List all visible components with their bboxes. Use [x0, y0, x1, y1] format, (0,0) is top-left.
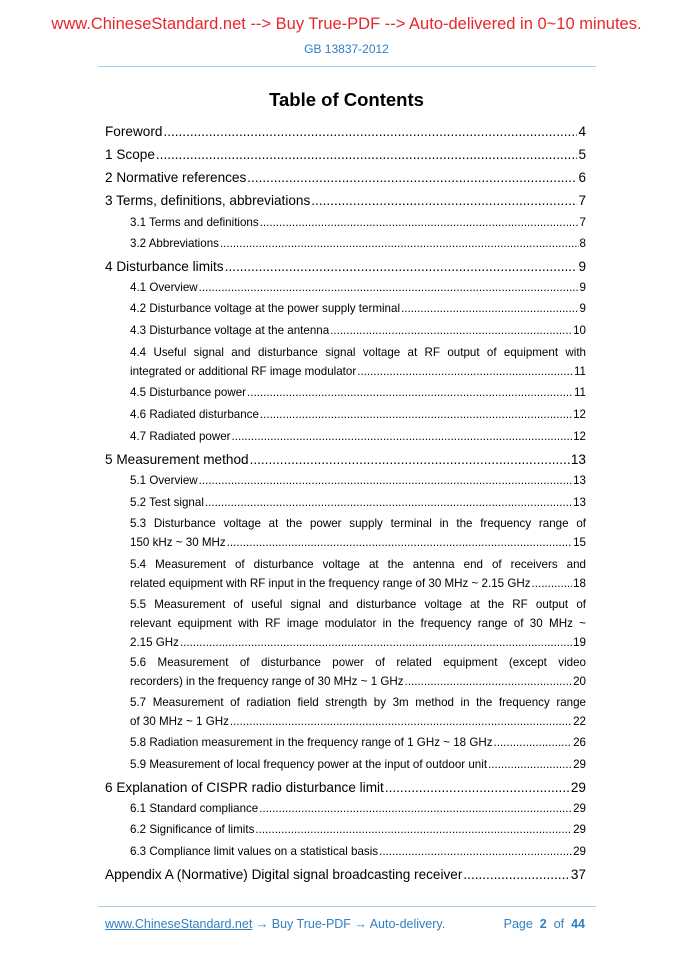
- dot-leader: [247, 383, 573, 402]
- promo-banner: www.ChineseStandard.net --> Buy True-PDF --> Auto-delivered in 0~10 minutes.: [51, 15, 642, 33]
- toc-entry-title: 4.1 Overview: [130, 281, 198, 294]
- toc-entry-title: Foreword: [105, 124, 163, 139]
- toc-page-number: 5: [578, 147, 586, 162]
- toc-page-number: 29: [573, 845, 586, 858]
- toc-entry[interactable]: [130, 493, 586, 512]
- toc-entry[interactable]: [130, 321, 586, 340]
- dot-leader: [463, 865, 569, 884]
- toc-page-number: 7: [579, 216, 586, 229]
- toc-entry-title: 3.2 Abbreviations: [130, 237, 219, 250]
- toc-entry-title: 4 Disturbance limits: [105, 259, 224, 274]
- toc-entry-title: 5.1 Overview: [130, 474, 198, 487]
- toc-entry-title: of 30 MHz ~ 1 GHz: [130, 715, 229, 728]
- footer: [105, 917, 585, 931]
- toc-entry-title: 6.3 Compliance limit values on a statistical basis: [130, 845, 379, 858]
- toc-entry-title: 4.6 Radiated disturbance: [130, 408, 259, 421]
- toc-page-number: 11: [573, 386, 586, 399]
- toc-entry[interactable]: [105, 122, 586, 141]
- dot-leader: [357, 362, 573, 381]
- toc-entry-title: recorders) in the frequency range of 30 MHz ~ 1 GHz: [130, 675, 404, 688]
- toc-page-number: 22: [573, 715, 586, 728]
- toc-entry[interactable]: [105, 778, 586, 797]
- toc-entry-title: 4.2 Disturbance voltage at the power supply terminal: [130, 302, 401, 315]
- toc-entry-title: 6 Explanation of CISPR radio disturbance limit: [105, 780, 384, 795]
- toc-entry-line: 5.5 Measurement of useful signal and disturbance voltage at the RF output of: [130, 598, 586, 611]
- toc-page-number: 19: [573, 636, 586, 649]
- toc-page-number: 13: [573, 474, 586, 487]
- toc-page-number: 37: [570, 867, 586, 882]
- page-title: Table of Contents: [269, 89, 424, 110]
- toc-entry-title: 4.3 Disturbance voltage at the antenna: [130, 324, 330, 337]
- toc-entry-title: 6.1 Standard compliance: [130, 802, 259, 815]
- dot-leader: [532, 574, 573, 593]
- toc-page-number: 11: [573, 365, 586, 378]
- toc-page-number: 7: [578, 193, 586, 208]
- dot-leader: [156, 145, 578, 164]
- toc-page-number: 12: [573, 430, 586, 443]
- dot-leader: [401, 299, 579, 318]
- dot-leader: [232, 427, 573, 446]
- toc-entry-title: 4.7 Radiated power: [130, 430, 231, 443]
- toc-entry-title: 2.15 GHz: [130, 636, 179, 649]
- dot-leader: [405, 672, 573, 691]
- dot-leader: [311, 191, 577, 210]
- dot-leader: [247, 168, 577, 187]
- toc-page-number: 4: [578, 124, 586, 139]
- dot-leader: [199, 278, 579, 297]
- toc-entry[interactable]: [130, 234, 586, 253]
- toc-entry[interactable]: [130, 653, 586, 691]
- toc-entry-line: relevant equipment with RF image modulator in the frequency range of 30 MHz ~: [130, 617, 586, 630]
- toc-entry-title: 1 Scope: [105, 147, 155, 162]
- toc-entry-title: 3.1 Terms and definitions: [130, 216, 259, 229]
- dot-leader: [494, 733, 573, 752]
- toc-entry-title: 4.5 Disturbance power: [130, 386, 246, 399]
- toc-entry[interactable]: [130, 383, 586, 402]
- toc-entry[interactable]: [130, 278, 586, 297]
- toc-entry-title: related equipment with RF input in the frequency range of 30 MHz ~ 2.15 GHz: [130, 577, 531, 590]
- dot-leader: [230, 712, 572, 731]
- toc-page-number: 29: [573, 823, 586, 836]
- toc-page-number: 13: [573, 496, 586, 509]
- toc-entry[interactable]: [130, 799, 586, 818]
- footer-divider: [98, 906, 596, 907]
- dot-leader: [260, 213, 579, 232]
- toc-page-number: 8: [579, 237, 586, 250]
- toc-entry-title: 5.8 Radiation measurement in the frequency range of 1 GHz ~ 18 GHz: [130, 736, 493, 749]
- dot-leader: [250, 450, 570, 469]
- toc-page-number: 6: [578, 170, 586, 185]
- toc-entry-line: 5.4 Measurement of disturbance voltage at the antenna end of receivers and: [130, 558, 586, 571]
- dot-leader: [199, 471, 572, 490]
- toc-page-number: 9: [579, 302, 586, 315]
- toc-entry[interactable]: [130, 733, 586, 752]
- dot-leader: [259, 799, 572, 818]
- dot-leader: [379, 842, 572, 861]
- dot-leader: [205, 493, 572, 512]
- toc-entry-line: 5.6 Measurement of disturbance power of related equipment (except video: [130, 656, 586, 669]
- toc-entry-line: 4.4 Useful signal and disturbance signal voltage at RF output of equipment with: [130, 346, 586, 359]
- standard-number: GB 13837-2012: [304, 42, 389, 56]
- toc-entry-title: 2 Normative references: [105, 170, 247, 185]
- toc-entry[interactable]: [105, 450, 586, 469]
- dot-leader: [385, 778, 570, 797]
- toc-entry[interactable]: [130, 842, 586, 861]
- toc-page-number: 13: [570, 452, 586, 467]
- dot-leader: [163, 122, 577, 141]
- toc-entry[interactable]: [130, 514, 586, 552]
- header-divider: [98, 66, 596, 67]
- toc-entry[interactable]: [105, 865, 586, 884]
- toc-entry[interactable]: [130, 405, 586, 424]
- toc-entry[interactable]: [130, 213, 586, 232]
- toc-entry[interactable]: [130, 471, 586, 490]
- toc-entry[interactable]: [130, 343, 586, 381]
- dot-leader: [488, 755, 572, 774]
- dot-leader: [260, 405, 572, 424]
- toc-page-number: 20: [573, 675, 586, 688]
- dot-leader: [225, 257, 578, 276]
- toc-page-number: 29: [573, 758, 586, 771]
- toc-entry[interactable]: [130, 427, 586, 446]
- toc-page-number: 29: [573, 802, 586, 815]
- dot-leader: [180, 633, 572, 652]
- toc-entry[interactable]: [105, 145, 586, 164]
- toc-entry-title: 5.9 Measurement of local frequency power at the input of outdoor unit: [130, 758, 488, 771]
- toc-page-number: 15: [573, 536, 586, 549]
- footer-link[interactable]: www.ChineseStandard.net: [105, 917, 253, 931]
- toc-entry-line: 5.3 Disturbance voltage at the power supply terminal in the frequency range of: [130, 517, 586, 530]
- dot-leader: [227, 533, 572, 552]
- toc-entry[interactable]: [130, 820, 586, 839]
- toc-entry-line: 5.7 Measurement of radiation field strength by 3m method in the frequency range: [130, 696, 586, 709]
- toc-page-number: 9: [579, 281, 586, 294]
- toc-entry[interactable]: [105, 257, 586, 276]
- toc-entry-title: 150 kHz ~ 30 MHz: [130, 536, 226, 549]
- toc-entry[interactable]: [105, 191, 586, 210]
- toc-entry[interactable]: [130, 693, 586, 731]
- toc-entry[interactable]: [130, 299, 586, 318]
- toc-page-number: 9: [578, 259, 586, 274]
- toc-entry-title: 6.2 Significance of limits: [130, 823, 255, 836]
- page-indicator: Page 2 of 44: [503, 917, 585, 931]
- toc-entry-title: 5 Measurement method: [105, 452, 249, 467]
- toc-page-number: 10: [573, 324, 586, 337]
- toc-entry[interactable]: [130, 755, 586, 774]
- toc-entry-title: Appendix A (Normative) Digital signal broadcasting receiver: [105, 867, 463, 882]
- toc-entry-title: 3 Terms, definitions, abbreviations: [105, 193, 311, 208]
- dot-leader: [220, 234, 579, 253]
- toc-page-number: 12: [573, 408, 586, 421]
- footer-text: → Buy True-PDF → Auto-delivery.: [252, 917, 446, 931]
- dot-leader: [255, 820, 572, 839]
- toc-entry[interactable]: [130, 595, 586, 652]
- dot-leader: [330, 321, 572, 340]
- toc-entry[interactable]: [105, 168, 586, 187]
- toc-page-number: 29: [570, 780, 586, 795]
- toc-entry-title: 5.2 Test signal: [130, 496, 204, 509]
- toc-page-number: 26: [573, 736, 586, 749]
- toc-entry[interactable]: [130, 555, 586, 593]
- toc-entry-title: integrated or additional RF image modulator: [130, 365, 357, 378]
- toc-page-number: 18: [573, 577, 586, 590]
